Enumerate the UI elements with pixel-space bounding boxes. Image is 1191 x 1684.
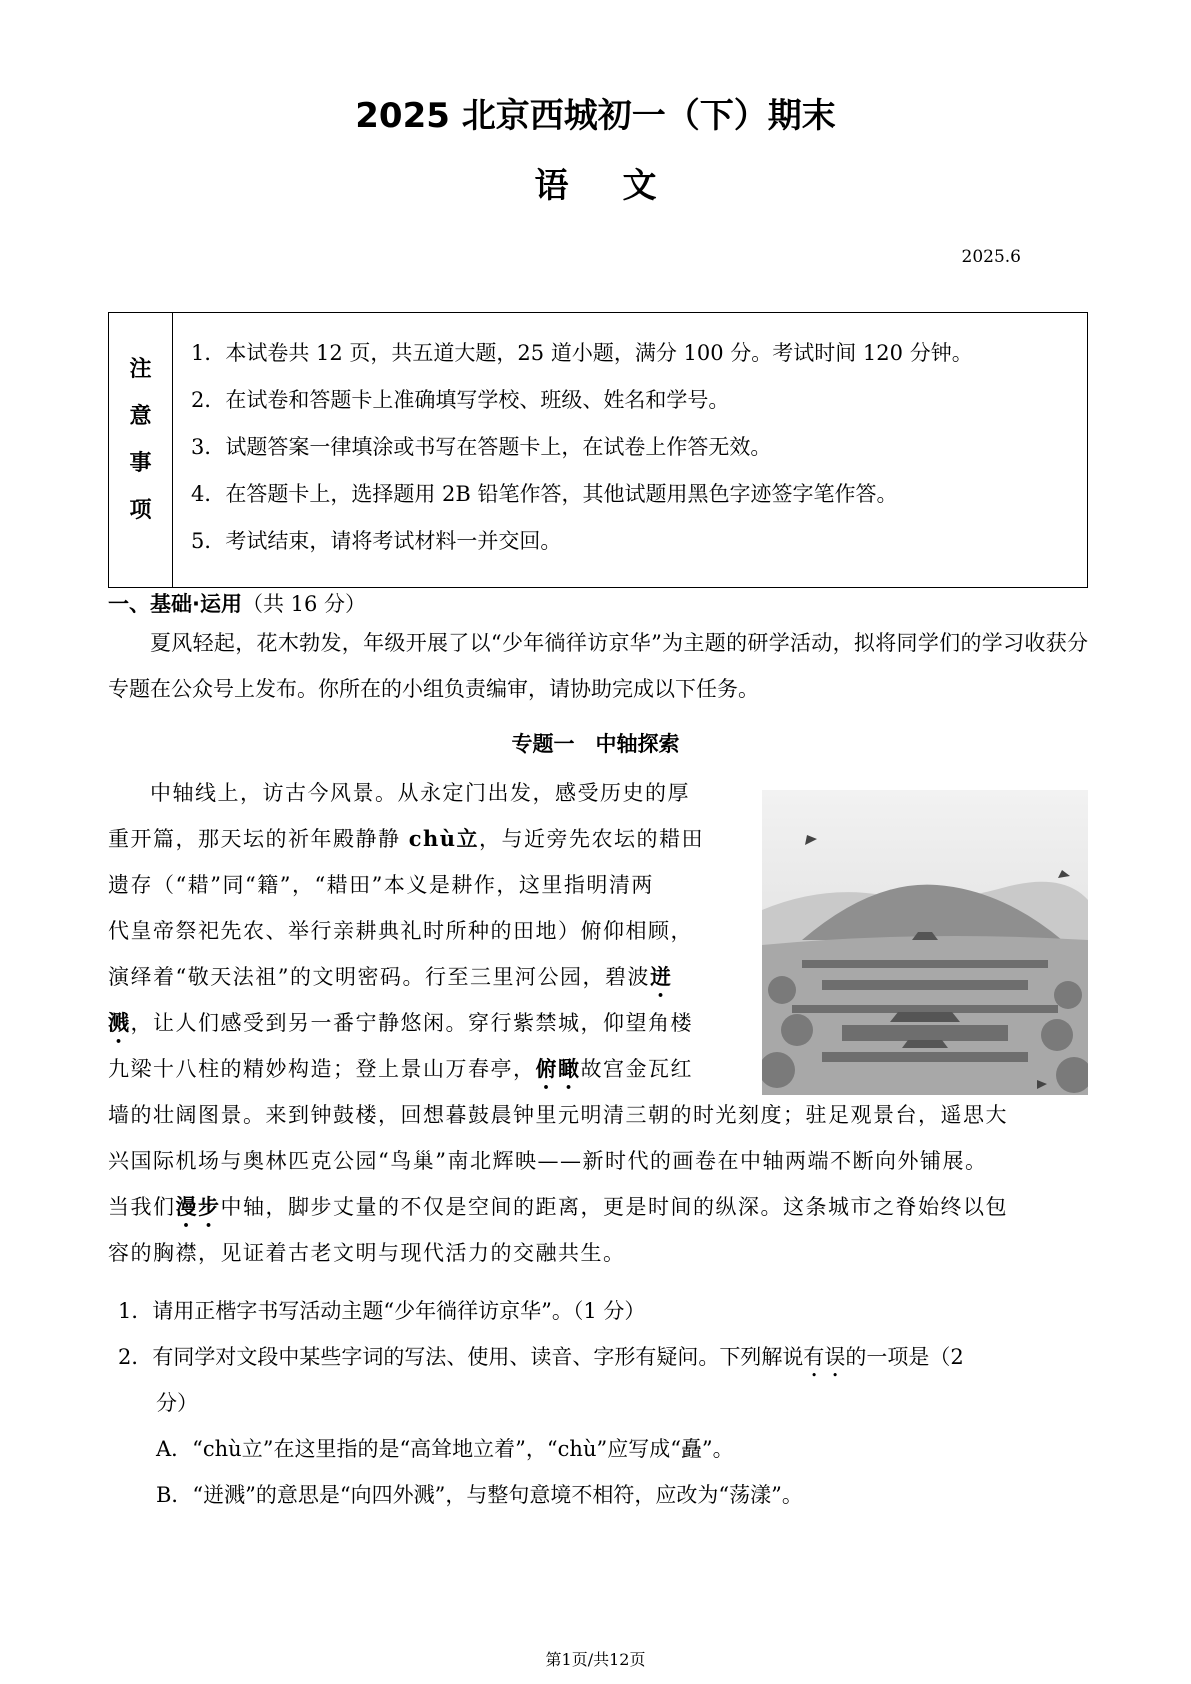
notice-item: 3．试题答案一律填涂或书写在答题卡上，在试卷上作答无效。: [191, 435, 772, 459]
notice-label: [109, 313, 173, 587]
passage-line: 兴国际机场与奥林匹克公园“鸟巢”南北辉映——新时代的画卷在中轴两端不断向外铺展。: [108, 1149, 988, 1173]
passage-line: [108, 1046, 693, 1094]
passage-line: [108, 1000, 693, 1048]
notice-item: 5．考试结束，请将考试材料一并交回。: [191, 529, 562, 553]
notice-item: 2．在试卷和答题卡上准确填写学校、班级、姓名和学号。: [191, 388, 730, 412]
notice-box: [108, 312, 1088, 588]
dotted-term: 溅: [108, 1010, 131, 1035]
section-heading: [108, 588, 366, 620]
notice-items: [173, 313, 973, 587]
forbidden-city-illustration: [762, 790, 1088, 1095]
section-title: 一、基础·运用: [108, 592, 242, 616]
dotted-term: 有误: [803, 1345, 846, 1369]
question-text: 2．有同学对文段中某些字词的写法、使用、读音、字形有疑问。下列解说: [118, 1345, 804, 1369]
passage-line: [108, 954, 672, 1002]
passage-line: 容的胸襟，见证着古老文明与现代活力的交融共生。: [108, 1241, 626, 1265]
passage-line: 中轴线上，访古今风景。从永定门出发，感受历史的厚: [150, 781, 690, 805]
passage-line: [108, 1184, 1088, 1232]
dotted-term: 迸: [649, 964, 673, 989]
passage-text: 演绎着“敬天法祖”的文明密码。行至三里河公园，碧波: [108, 965, 650, 989]
notice-label-char: 注: [129, 357, 152, 382]
question-2: [118, 1334, 964, 1382]
exam-title: 2025 北京西城初一（下）期末: [355, 96, 836, 136]
passage-line: [108, 816, 704, 862]
pinyin-term: chù立: [408, 826, 480, 851]
question-2-continued: 分）: [156, 1391, 198, 1415]
dotted-term: 俯瞰: [535, 1056, 581, 1081]
intro-paragraph: 夏风轻起，花木勃发，年级开展了以“少年徜徉访京华”为主题的研学活动，拟将同学们的学习收获分专题在公众号上发布。你所在的小组负责编审，请协助完成以下任务。: [108, 631, 1088, 701]
notice-label-char: 意: [129, 404, 152, 429]
passage-text: 中轴，脚步丈量的不仅是空间的距离，更是时间的纵深。这条城市之脊始终以包: [220, 1195, 1008, 1219]
passage-text: 重开篇，那天坛的祈年殿静静: [108, 827, 409, 851]
notice-label-char: 项: [129, 498, 152, 523]
subject-title: 语文: [534, 166, 711, 206]
passage-text: 当我们: [108, 1195, 176, 1219]
question-1: 1．请用正楷字书写活动主题“少年徜徉访京华”。（1 分）: [118, 1299, 646, 1323]
exam-date: 2025.6: [961, 247, 1021, 267]
section-points: （共 16 分）: [241, 592, 367, 616]
passage-text: 故宫金瓦红: [580, 1057, 693, 1081]
option-a: A．“chù立”在这里指的是“高耸地立着”，“chù”应写成“矗”。: [156, 1437, 734, 1461]
passage-text: 九梁十八柱的精妙构造；登上景山万春亭，: [108, 1057, 536, 1081]
notice-label-char: 事: [129, 451, 152, 476]
passage-line: 墙的壮阔图景。来到钟鼓楼，回想暮鼓晨钟里元明清三朝的时光刻度；驻足观景台，遥思大: [108, 1103, 1008, 1127]
page-number: 第1页/共12页: [545, 1650, 646, 1669]
passage-line: 遗存（“耤”同“籍”，“耤田”本义是耕作，这里指明清两: [108, 873, 654, 897]
notice-item: 1．本试卷共 12 页，共五道大题，25 道小题，满分 100 分。考试时间 120 分钟。: [191, 341, 973, 365]
dotted-term: 漫步: [175, 1194, 221, 1219]
passage-text: ，让人们感受到另一番宁静悠闲。穿行紫禁城，仰望角楼: [130, 1011, 693, 1035]
option-b: B．“迸溅”的意思是“向四外溅”，与整句意境不相符，应改为“荡漾”。: [156, 1483, 803, 1507]
topic-title: 专题一 中轴探索: [511, 732, 680, 756]
question-text: 的一项是（2: [845, 1345, 964, 1369]
notice-item: 4．在答题卡上，选择题用 2B 铅笔作答，其他试题用黑色字迹签字笔作答。: [191, 482, 898, 506]
passage-line: 代皇帝祭祀先农、举行亲耕典礼时所种的田地）俯仰相顾，: [108, 919, 693, 943]
passage-text: ，与近旁先农坛的耤田: [479, 827, 705, 851]
